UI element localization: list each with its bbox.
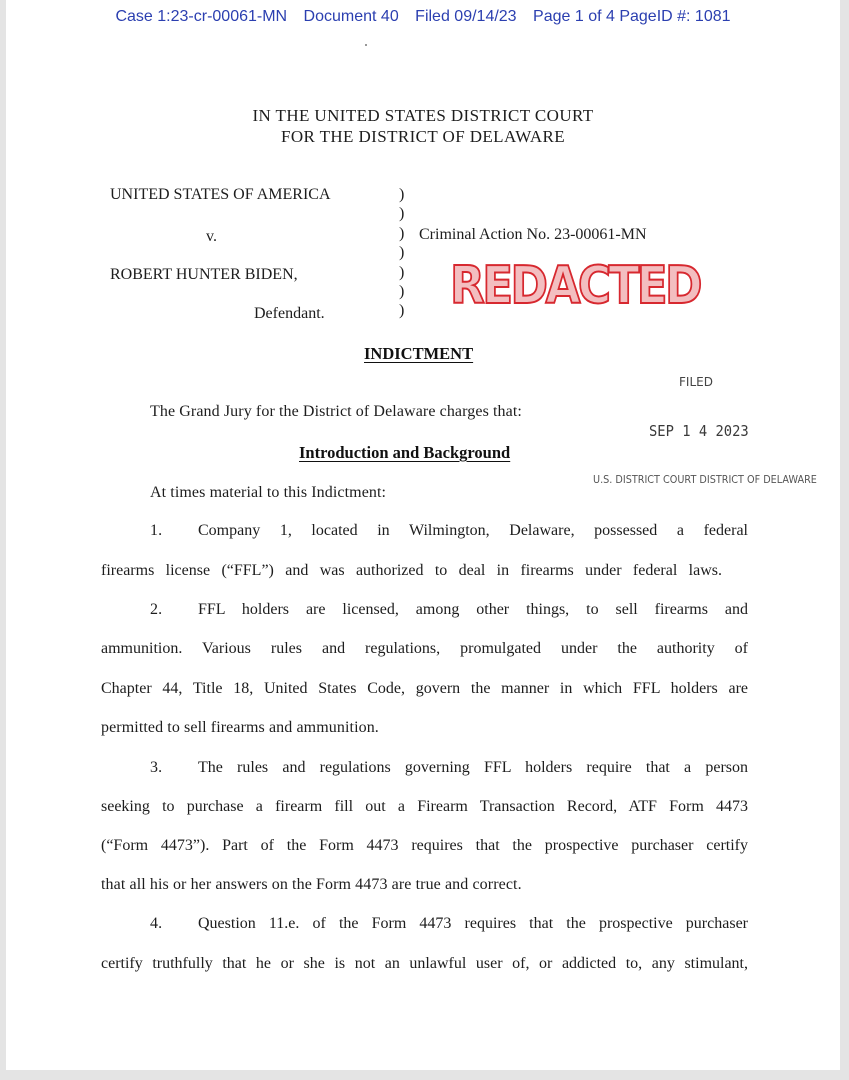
paragraph-line: Chapter 44, Title 18, United States Code, govern the manner in which FFL holders are (101, 680, 748, 697)
versus: v. (206, 228, 217, 245)
ecf-header (6, 8, 840, 26)
case-number: Case 1:23-cr-00061-MN (115, 8, 288, 25)
section-heading: Introduction and Background (299, 443, 511, 462)
paragraph-line: Company 1, located in Wilmington, Delaware, possessed a federal (198, 522, 748, 539)
document-page (6, 0, 840, 1070)
criminal-action-number: Criminal Action No. 23-00061-MN (419, 226, 647, 243)
paren: ) (399, 186, 405, 203)
paren: ) (399, 263, 405, 281)
paragraph-number: 4. (150, 915, 163, 932)
paren: ) (399, 283, 405, 301)
paragraph-line: seeking to purchase a firearm fill out a Firearm Transaction Record, ATF Form 4473 (101, 798, 748, 815)
paragraph-line: certify truthfully that he or she is not an unlawful user of, or addicted to, any stimulant, (101, 955, 748, 972)
indictment-title: INDICTMENT (364, 344, 474, 363)
paragraph-line: ammunition. Various rules and regulations, promulgated under the authority of (101, 640, 748, 657)
paragraph-number: 2. (150, 601, 163, 618)
filed-stamp-court: U.S. DISTRICT COURT DISTRICT OF DELAWARE (593, 474, 817, 486)
defendant-label: Defendant. (254, 305, 325, 322)
filed-date: Filed 09/14/23 (415, 8, 517, 25)
paren: ) (399, 302, 405, 320)
paragraph-line: FFL holders are licensed, among other things, to sell firearms and (198, 601, 748, 618)
filed-stamp-label: FILED (679, 375, 713, 389)
paragraph-line: The rules and regulations governing FFL holders require that a person (198, 759, 748, 776)
paragraph-line: (“Form 4473”). Part of the Form 4473 requires that the prospective purchaser certify (101, 837, 748, 854)
court-line-1: IN THE UNITED STATES DISTRICT COURT (252, 106, 594, 125)
paren: ) (399, 244, 405, 262)
paragraph-number: 3. (150, 759, 163, 776)
paren: ) (399, 224, 405, 242)
redacted-stamp: REDACTED (450, 256, 700, 316)
paragraph-line: Question 11.e. of the Form 4473 requires that the prospective purchaser (198, 915, 748, 932)
paragraph-number: 1. (150, 522, 163, 539)
grand-jury-intro: The Grand Jury for the District of Delaware charges that: (150, 403, 522, 420)
page-info: Page 1 of 4 PageID #: 1081 (533, 8, 731, 25)
paragraph-line: permitted to sell firearms and ammunition. (101, 719, 379, 736)
scan-speck (365, 44, 367, 46)
paren: ) (399, 205, 405, 223)
caption-parentheses (399, 185, 404, 321)
plaintiff-name: UNITED STATES OF AMERICA (110, 186, 331, 203)
paragraph-line: firearms license (“FFL”) and was authorized to deal in firearms under federal laws. (101, 562, 722, 579)
filed-stamp-date: SEP 1 4 2023 (649, 422, 749, 440)
defendant-name: ROBERT HUNTER BIDEN, (110, 266, 298, 283)
court-line-2: FOR THE DISTRICT OF DELAWARE (280, 127, 566, 146)
times-material: At times material to this Indictment: (150, 484, 387, 501)
paragraph-line: that all his or her answers on the Form 4473 are true and correct. (101, 876, 522, 893)
document-number: Document 40 (303, 8, 399, 25)
